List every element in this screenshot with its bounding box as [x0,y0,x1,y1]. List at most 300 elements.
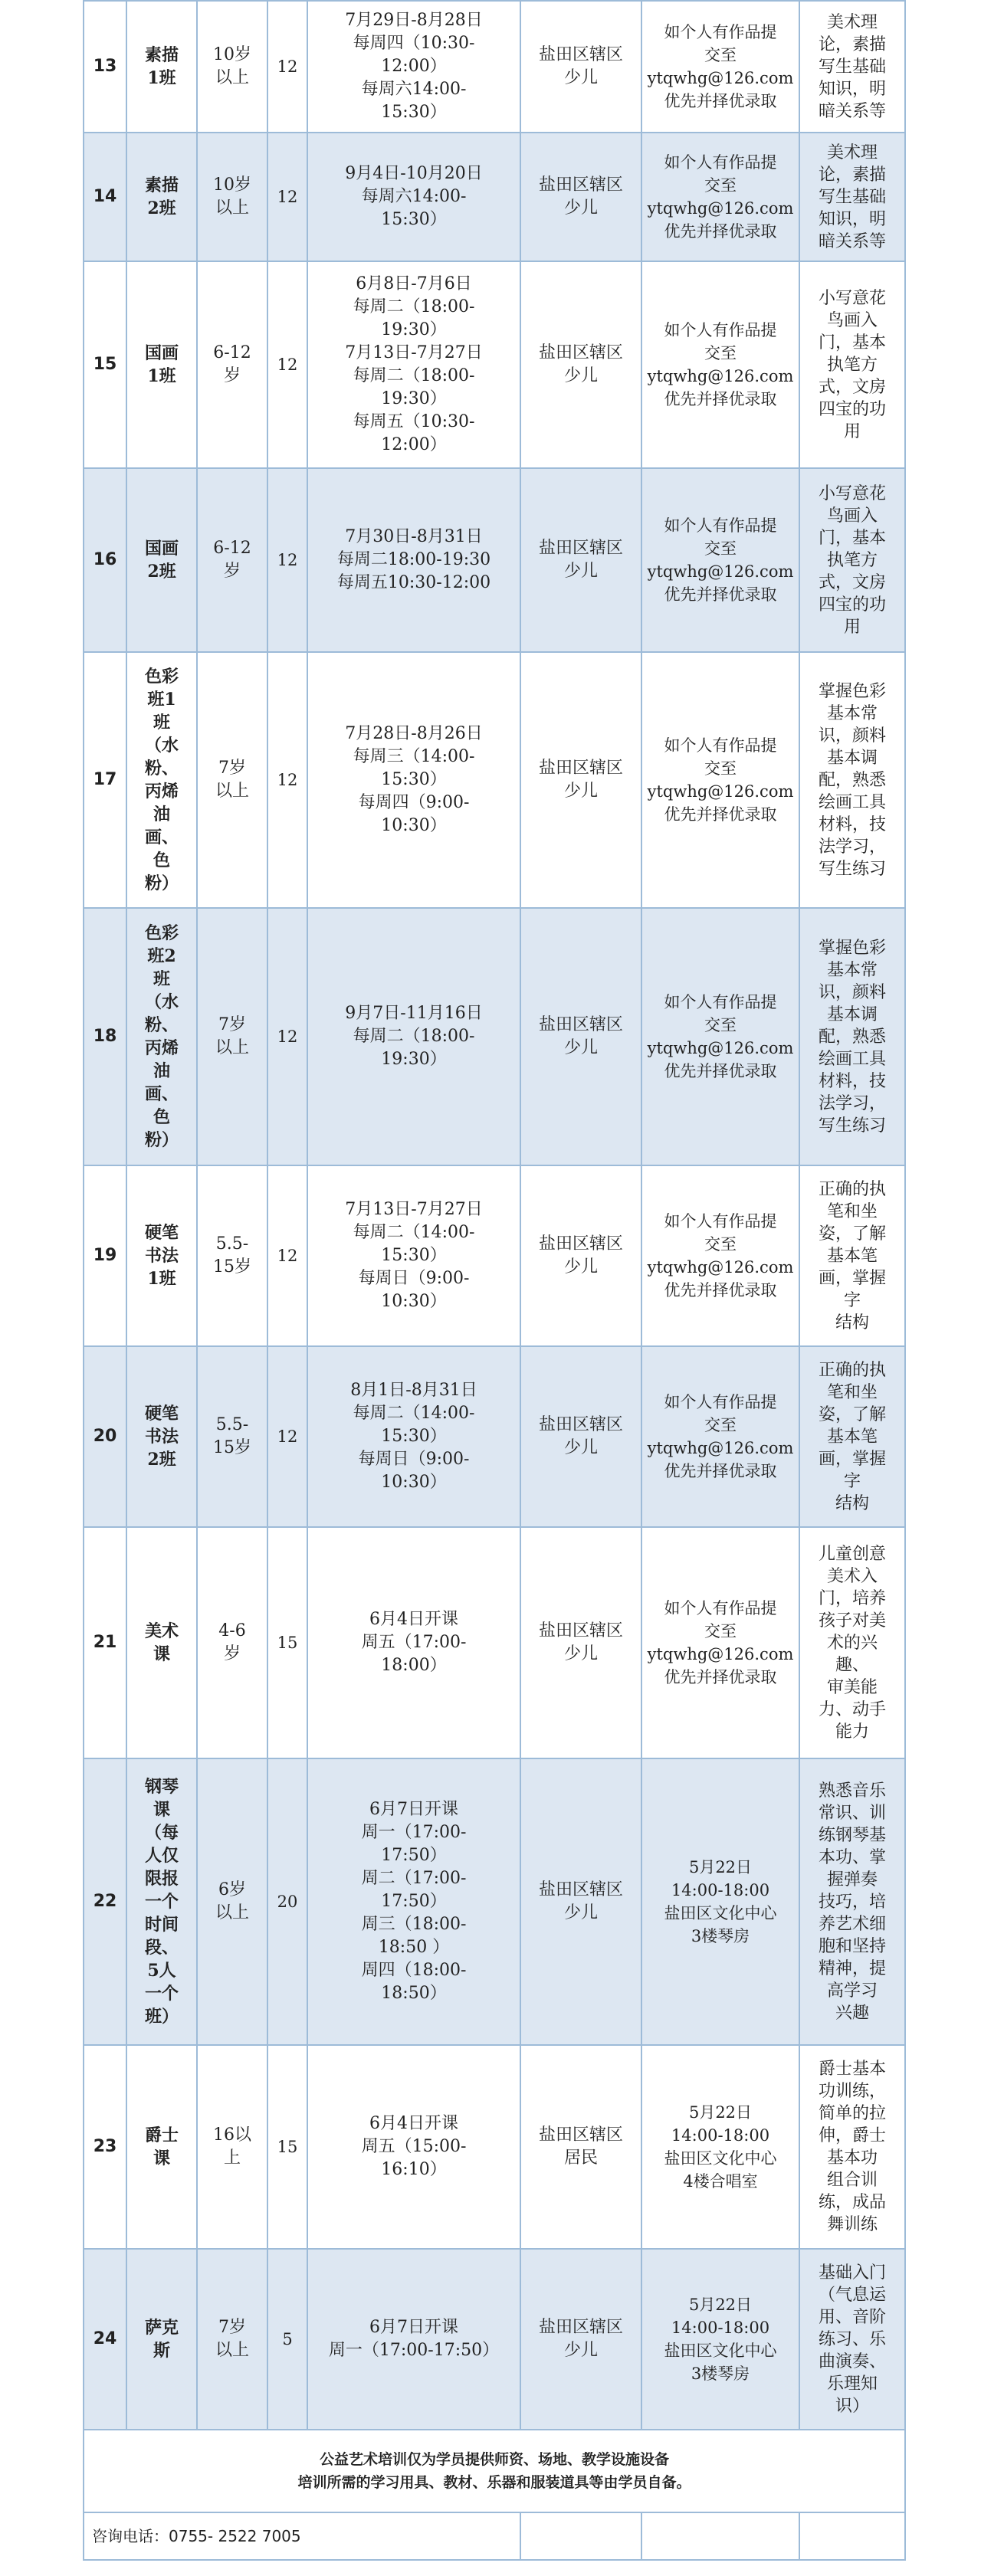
course-content-text: 能力 [835,1722,869,1742]
age-range-text: 15岁 [213,1438,251,1457]
enrollment-method-text: ytqwhg@126.com [647,1258,794,1277]
course-name-text: 班 [153,713,170,732]
course-content-text: 写生基础 [818,57,886,77]
course-content-text: 四宝的功 [818,595,886,615]
schedule-text: 周五（17:00- [361,1633,467,1652]
schedule-text: 每周日（9:00- [358,1269,470,1288]
target-audience-text: 盐田区辖区 [538,1621,623,1640]
quota-text: 12 [277,188,298,206]
course-content-text: 写生练习 [818,859,886,879]
row-number-text: 23 [93,2137,117,2156]
course-content-text: 乐理知 [826,2374,878,2394]
enrollment-method-cell [641,133,799,261]
target-audience-text: 少儿 [563,1438,598,1457]
course-name-text: 2班 [147,562,176,582]
row-number-cell [84,261,126,468]
quota-cell [267,1527,307,1758]
target-audience-text: 少儿 [563,1903,598,1922]
row-number-text: 20 [93,1427,117,1446]
enrollment-method-cell [641,2249,799,2430]
enrollment-method-text: 14:00-18:00 [671,2319,770,2337]
enrollment-method-cell [641,1,799,133]
course-content-cell [799,652,905,908]
enrollment-method-text: 优先并择优录取 [664,222,777,241]
target-audience-text: 盐田区辖区 [538,343,623,362]
enrollment-method-cell [641,652,799,908]
schedule-text: 每周三（14:00- [353,747,475,766]
schedule-text: 12:00） [381,435,447,454]
course-name-cell [126,652,197,908]
course-name-text: 国画 [144,343,179,363]
table-row [84,2045,905,2249]
schedule-text: 15:30） [381,1427,447,1446]
age-range-cell [197,133,267,261]
course-name-text: 班） [144,2007,179,2027]
enrollment-method-text: 优先并择优录取 [664,1462,777,1480]
course-content-text: 暗关系等 [818,231,886,251]
enrollment-method-text: 3楼琴房 [691,1927,750,1945]
course-name-text: 硬笔 [144,1223,179,1243]
schedule-text: 7月13日-7月27日 [345,343,483,362]
course-content-text: 基本笔 [826,1246,878,1266]
course-name-text: 美术 [144,1621,179,1641]
enrollment-method-text: 优先并择优录取 [664,1668,777,1686]
course-content-text: 结构 [835,1493,869,1513]
note-row [84,2430,905,2512]
note-cell [84,2430,905,2512]
schedule-text: 每周六14:00- [361,80,467,99]
schedule-text: 17:50） [381,1892,447,1911]
enrollment-method-cell [641,1527,799,1758]
course-content-text: 掌握色彩 [818,681,886,701]
enrollment-method-text: 3楼琴房 [691,2365,750,2383]
quota-cell [267,261,307,468]
enrollment-method-cell [641,468,799,652]
enrollment-method-text: 交至 [704,176,737,195]
row-number-cell [84,1165,126,1346]
enrollment-method-text: 如个人有作品提 [664,1212,777,1231]
course-content-text: 伸，爵士 [818,2126,886,2145]
enrollment-method-text: ytqwhg@126.com [647,367,794,385]
course-content-text: 孩子对美 [818,1611,886,1630]
quota-cell [267,1,307,133]
schedule-cell [307,468,520,652]
schedule-cell [307,133,520,261]
row-number-cell [84,2045,126,2249]
course-name-text: （水 [144,992,179,1012]
empty-cell [799,2512,905,2560]
table-row [84,652,905,908]
course-content-text: 正确的执 [818,1179,886,1199]
row-number-text: 19 [93,1246,117,1265]
age-range-text: 15岁 [213,1257,251,1277]
course-content-text: 力、动手 [818,1699,886,1719]
course-name-text: 钢琴 [144,1777,179,1797]
schedule-text: 每周五（10:30- [353,412,475,431]
schedule-text: 8月1日-8月31日 [350,1381,477,1400]
course-name-cell [126,133,197,261]
table-row [84,261,905,468]
schedule-text: 周一（17:00-17:50） [328,2341,500,2360]
course-content-text: 绘画工具 [818,1049,886,1069]
schedule-cell [307,2045,520,2249]
course-content-text: 执笔方 [826,355,878,375]
course-content-text: 技巧，培 [818,1892,886,1912]
target-audience-cell [520,652,641,908]
course-name-text: 画、 [144,828,179,847]
target-audience-cell [520,1758,641,2045]
course-content-text: 美术入 [826,1566,878,1586]
course-name-text: 一个 [144,1984,179,2004]
schedule-text: 每周二（18:00- [353,1027,475,1046]
course-content-text: （气息运 [818,2285,886,2305]
target-audience-cell [520,1346,641,1527]
course-content-cell [799,261,905,468]
age-range-cell [197,261,267,468]
course-content-cell [799,1758,905,2045]
schedule-text: 每周日（9:00- [358,1450,470,1469]
course-name-text: 粉） [144,1130,179,1150]
schedule-text: 6月4日开课 [369,1610,458,1629]
course-content-text: 笔和坐 [826,1382,878,1402]
course-name-cell [126,1758,197,2045]
empty-cell [641,2512,799,2560]
schedule-text: 7月30日-8月31日 [345,527,483,546]
course-content-cell [799,908,905,1165]
schedule-cell [307,1346,520,1527]
schedule-cell [307,2249,520,2430]
course-content-cell [799,1165,905,1346]
course-content-text: 练钢琴基 [818,1825,886,1845]
quota-cell [267,2249,307,2430]
course-name-text: 油 [153,805,170,824]
target-audience-text: 少儿 [563,1257,598,1277]
target-audience-text: 少儿 [563,782,598,801]
schedule-cell [307,1527,520,1758]
course-name-text: 限报 [144,1869,179,1889]
schedule-text: 每周二（18:00- [353,366,475,385]
schedule-text: 10:30） [381,1292,447,1311]
schedule-text: 每周四（10:30- [353,34,475,53]
quota-cell [267,1758,307,2045]
age-range-text: 以上 [215,782,249,801]
course-content-text: 曲演奏、 [818,2352,886,2371]
schedule-text: 18:50 ） [378,1938,450,1957]
course-content-text: 执笔方 [826,550,878,570]
table-body [84,1,905,2560]
course-name-cell [126,2249,197,2430]
row-number-cell [84,468,126,652]
course-content-text: 审美能 [826,1677,878,1697]
schedule-text: 15:30） [381,770,447,789]
enrollment-method-text: 如个人有作品提 [664,516,777,535]
schedule-text: 17:50） [381,1846,447,1865]
course-content-text: 小写意花 [818,288,886,308]
age-range-text: 6-12 [213,343,251,362]
course-content-text: 法学习， [818,837,886,857]
schedule-text: 9月7日-11月16日 [345,1004,483,1023]
course-name-text: 素描 [144,175,179,195]
course-content-text: 论，素描 [818,34,886,54]
course-content-text: 握弹奏 [826,1870,878,1889]
table-row [84,2249,905,2430]
course-content-text: 舞训练 [826,2215,878,2234]
enrollment-method-text: 5月22日 [688,2296,753,2314]
row-number-cell [84,1,126,133]
enrollment-method-text: 交至 [704,344,737,362]
course-name-text: 书法 [144,1427,179,1447]
schedule-text: 7月28日-8月26日 [345,724,483,743]
schedule-cell [307,652,520,908]
course-name-text: 萨克 [144,2318,179,2338]
course-content-text: 熟悉音乐 [818,1781,886,1801]
course-content-text: 笔和坐 [826,1201,878,1221]
course-name-text: 班2 [147,946,176,966]
course-content-text: 正确的执 [818,1360,886,1380]
course-name-text: 斯 [153,2341,170,2361]
course-name-cell [126,261,197,468]
target-audience-text: 少儿 [563,2341,598,2360]
course-content-cell [799,133,905,261]
enrollment-method-text: ytqwhg@126.com [647,199,794,218]
course-name-text: 5人 [147,1961,176,1981]
course-name-text: 丙烯 [144,1038,179,1058]
note-text: 培训所需的学习用具、教材、乐器和服装道具等由学员自备。 [297,2474,691,2491]
course-name-text: 1班 [147,366,176,386]
enrollment-method-text: 交至 [704,1235,737,1254]
course-content-text: 式，文房 [818,572,886,592]
course-content-text: 术的兴 [826,1633,878,1653]
target-audience-text: 盐田区辖区 [538,1234,623,1254]
enrollment-method-text: 5月22日 [688,1858,753,1876]
schedule-text: 每周二（14:00- [353,1223,475,1242]
row-number-cell [84,908,126,1165]
enrollment-method-text: 盐田区文化中心 [664,2342,777,2360]
enrollment-method-text: 盐田区文化中心 [664,1904,777,1922]
course-name-text: 1班 [147,1269,176,1289]
enrollment-method-text: 14:00-18:00 [671,1881,770,1899]
course-content-text: 基础入门 [818,2263,886,2283]
course-name-cell [126,1,197,133]
schedule-text: 10:30） [381,816,447,835]
quota-cell [267,133,307,261]
quota-text: 12 [277,551,298,569]
quota-text: 12 [277,771,298,789]
course-content-text: 简单的拉 [818,2104,886,2123]
schedule-cell [307,1758,520,2045]
course-content-cell [799,1527,905,1758]
target-audience-text: 盐田区辖区 [538,1015,623,1034]
target-audience-text: 少儿 [563,68,598,87]
course-name-text: 色 [153,1107,170,1127]
course-name-text: 粉、 [144,1015,179,1035]
course-content-text: 高学习 [826,1981,878,2001]
course-name-text: 时间 [144,1915,179,1935]
schedule-text: 15:30） [381,103,447,122]
age-range-text: 4-6 [218,1621,246,1640]
quota-cell [267,2045,307,2249]
schedule-text: 每周二18:00-19:30 [336,550,491,569]
schedule-text: 周二（17:00- [361,1869,467,1888]
course-content-cell [799,2249,905,2430]
enrollment-method-text: ytqwhg@126.com [647,69,794,87]
course-name-text: 课 [153,1644,170,1664]
age-range-text: 以上 [215,1038,249,1057]
enrollment-method-text: 如个人有作品提 [664,736,777,755]
age-range-cell [197,1,267,133]
table-row [84,1346,905,1527]
table-row [84,1165,905,1346]
age-range-cell [197,1527,267,1758]
target-audience-text: 盐田区辖区 [538,2318,623,2337]
schedule-text: 6月4日开课 [369,2114,458,2133]
schedule-text: 6月7日开课 [369,2318,458,2337]
course-name-text: 硬笔 [144,1404,179,1424]
target-audience-cell [520,1165,641,1346]
course-content-text: 爵士基本 [818,2060,886,2079]
course-content-text: 胞和坚持 [818,1936,886,1956]
course-content-text: 材料，技 [818,1071,886,1091]
course-content-text: 趣、 [835,1655,869,1675]
course-content-text: 绘画工具 [818,792,886,812]
enrollment-method-cell [641,1758,799,2045]
note-text: 公益艺术培训仅为学员提供师资、场地、教学设施设备 [319,2451,669,2468]
enrollment-method-text: 14:00-18:00 [671,2126,770,2145]
course-content-cell [799,2045,905,2249]
age-range-cell [197,1758,267,2045]
enrollment-method-text: 交至 [704,1416,737,1434]
enrollment-method-text: 如个人有作品提 [664,153,777,172]
age-range-text: 10岁 [213,175,251,195]
age-range-cell [197,2249,267,2430]
enrollment-method-cell [641,1165,799,1346]
schedule-cell [307,1,520,133]
course-name-cell [126,1165,197,1346]
age-range-cell [197,1165,267,1346]
course-content-text: 常识、训 [818,1803,886,1823]
course-content-text: 小写意花 [818,483,886,503]
course-content-text: 画，掌握 [818,1449,886,1469]
target-audience-cell [520,468,641,652]
enrollment-method-cell [641,261,799,468]
enrollment-method-text: 4楼合唱室 [683,2172,758,2191]
age-range-cell [197,908,267,1165]
enrollment-method-text: 交至 [704,1622,737,1640]
age-range-text: 以上 [215,2341,249,2360]
target-audience-text: 少儿 [563,1038,598,1057]
course-content-text: 字 [843,1471,861,1491]
course-content-text: 掌握色彩 [818,938,886,958]
enrollment-method-text: 交至 [704,539,737,558]
course-name-text: 2班 [147,1450,176,1470]
enrollment-method-text: 如个人有作品提 [664,321,777,339]
table-row [84,468,905,652]
schedule-text: 15:30） [381,210,447,229]
target-audience-text: 盐田区辖区 [538,45,623,64]
table-row [84,1,905,133]
course-content-text: 基本调 [826,1005,878,1024]
schedule-text: 每周五10:30-12:00 [336,573,491,592]
schedule-text: 每周二（14:00- [353,1404,475,1423]
course-content-text: 儿童创意 [818,1544,886,1564]
age-range-text: 7岁 [218,2318,246,2337]
course-content-text: 四宝的功 [818,399,886,419]
schedule-text: 18:50） [381,1984,447,2003]
quota-text: 12 [277,1427,298,1446]
course-content-text: 本功、掌 [818,1847,886,1867]
course-schedule-table [83,0,906,2561]
enrollment-method-text: ytqwhg@126.com [647,562,794,581]
enrollment-method-text: ytqwhg@126.com [647,1645,794,1663]
empty-cell [520,2512,641,2560]
target-audience-text: 少儿 [563,562,598,581]
course-content-text: 配，熟悉 [818,770,886,790]
course-name-cell [126,1346,197,1527]
age-range-text: 7岁 [218,759,246,778]
contact-row [84,2512,905,2560]
target-audience-text: 少儿 [563,366,598,385]
course-content-text: 姿，了解 [818,1224,886,1244]
row-number-cell [84,133,126,261]
quota-text: 12 [277,356,298,374]
course-name-text: 课 [153,2148,170,2168]
row-number-cell [84,652,126,908]
schedule-text: 19:30） [381,389,447,408]
enrollment-method-text: ytqwhg@126.com [647,1439,794,1457]
quota-text: 12 [277,1027,298,1046]
course-content-text: 式，文房 [818,377,886,397]
course-name-text: 一个 [144,1892,179,1912]
course-content-text: 功训练， [818,2082,886,2101]
course-name-cell [126,468,197,652]
course-content-text: 写生练习 [818,1116,886,1136]
quota-cell [267,1165,307,1346]
row-number-cell [84,2249,126,2430]
course-name-text: 色彩 [144,667,179,687]
schedule-text: 9月4日-10月20日 [345,164,483,183]
course-name-text: 粉） [144,873,179,893]
schedule-text: 18:00） [381,1656,447,1675]
target-audience-cell [520,261,641,468]
enrollment-method-text: ytqwhg@126.com [647,1039,794,1057]
schedule-text: 每周四（9:00- [358,793,470,812]
age-range-text: 岁 [223,562,241,581]
course-name-cell [126,2045,197,2249]
enrollment-method-text: 如个人有作品提 [664,1393,777,1411]
row-number-cell [84,1527,126,1758]
quota-text: 12 [277,57,298,76]
age-range-text: 上 [223,2148,241,2168]
course-content-text: 基本常 [826,960,878,980]
course-content-text: 基本笔 [826,1427,878,1447]
course-content-text: 精神，提 [818,1958,886,1978]
target-audience-text: 盐田区辖区 [538,539,623,558]
schedule-text: 每周六14:00- [361,187,467,206]
schedule-text: 10:30） [381,1473,447,1492]
enrollment-method-text: 如个人有作品提 [664,23,777,41]
course-name-text: 色彩 [144,923,179,943]
target-audience-cell [520,1,641,133]
course-name-text: 国画 [144,539,179,559]
course-content-text: 用 [843,617,861,637]
row-number-cell [84,1758,126,2045]
course-name-text: 书法 [144,1246,179,1266]
course-content-text: 美术理 [826,143,878,162]
enrollment-method-text: 优先并择优录取 [664,805,777,824]
quota-text: 15 [277,2138,298,2156]
age-range-text: 5.5- [215,1234,249,1254]
enrollment-method-text: 交至 [704,1016,737,1034]
